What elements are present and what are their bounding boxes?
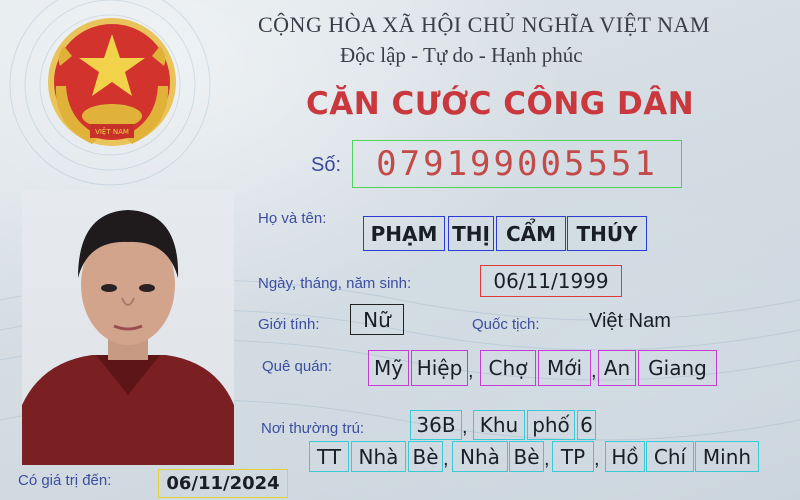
residence-word: phố — [527, 410, 575, 440]
comma: , — [591, 360, 597, 382]
comma: , — [443, 448, 449, 470]
hometown-word: Giang — [638, 350, 717, 386]
residence-label: Nơi thường trú: — [261, 420, 365, 437]
expiry-value: 06/11/2024 — [158, 469, 288, 498]
national-motto: Độc lập - Tự do - Hạnh phúc — [340, 43, 583, 67]
name-word: THỊ — [448, 216, 494, 251]
comma: , — [468, 360, 474, 382]
hometown-word: Mỹ — [368, 350, 409, 386]
name-word: THÚY — [567, 216, 647, 251]
hometown-label: Quê quán: — [262, 358, 333, 375]
id-number-label: Số: — [311, 154, 342, 176]
residence-word: Nhà — [351, 441, 406, 472]
portrait-illustration — [22, 190, 234, 465]
residence-word: Khu — [473, 410, 525, 440]
residence-word: Chí — [646, 441, 694, 472]
nationality-label: Quốc tịch: — [472, 316, 540, 333]
residence-word: Minh — [695, 441, 759, 472]
card-title: CĂN CƯỚC CÔNG DÂN — [306, 86, 695, 122]
comma: , — [462, 416, 468, 438]
residence-word: Hồ — [605, 441, 645, 472]
comma: , — [544, 448, 550, 470]
hometown-word: Hiệp — [411, 350, 468, 386]
dob-label: Ngày, tháng, năm sinh: — [258, 275, 412, 292]
id-number-value: 079199005551 — [352, 140, 682, 188]
national-emblem-icon — [42, 16, 182, 156]
sex-value: Nữ — [350, 304, 404, 335]
residence-word: Bè — [408, 441, 443, 472]
residence-word: TT — [309, 441, 349, 472]
name-word: PHẠM — [363, 216, 445, 251]
nationality-value: Việt Nam — [589, 310, 671, 332]
residence-word: Nhà — [452, 441, 508, 472]
portrait-photo — [22, 190, 234, 465]
country-name: CỘNG HÒA XÃ HỘI CHỦ NGHĨA VIỆT NAM — [258, 12, 710, 37]
residence-word: Bè — [509, 441, 544, 472]
hometown-word: An — [598, 350, 636, 386]
comma: , — [594, 448, 600, 470]
hometown-word: Chợ — [480, 350, 536, 386]
svg-text:VIỆT NAM: VIỆT NAM — [95, 128, 129, 136]
residence-word: TP — [552, 441, 594, 472]
name-word: CẨM — [496, 216, 566, 251]
residence-word: 6 — [577, 410, 596, 440]
sex-label: Giới tính: — [258, 316, 320, 333]
expiry-label: Có giá trị đến: — [18, 472, 112, 489]
residence-word: 36B — [410, 410, 462, 440]
dob-value: 06/11/1999 — [480, 265, 622, 297]
full-name-label: Họ và tên: — [258, 210, 327, 227]
hometown-word: Mới — [538, 350, 591, 386]
